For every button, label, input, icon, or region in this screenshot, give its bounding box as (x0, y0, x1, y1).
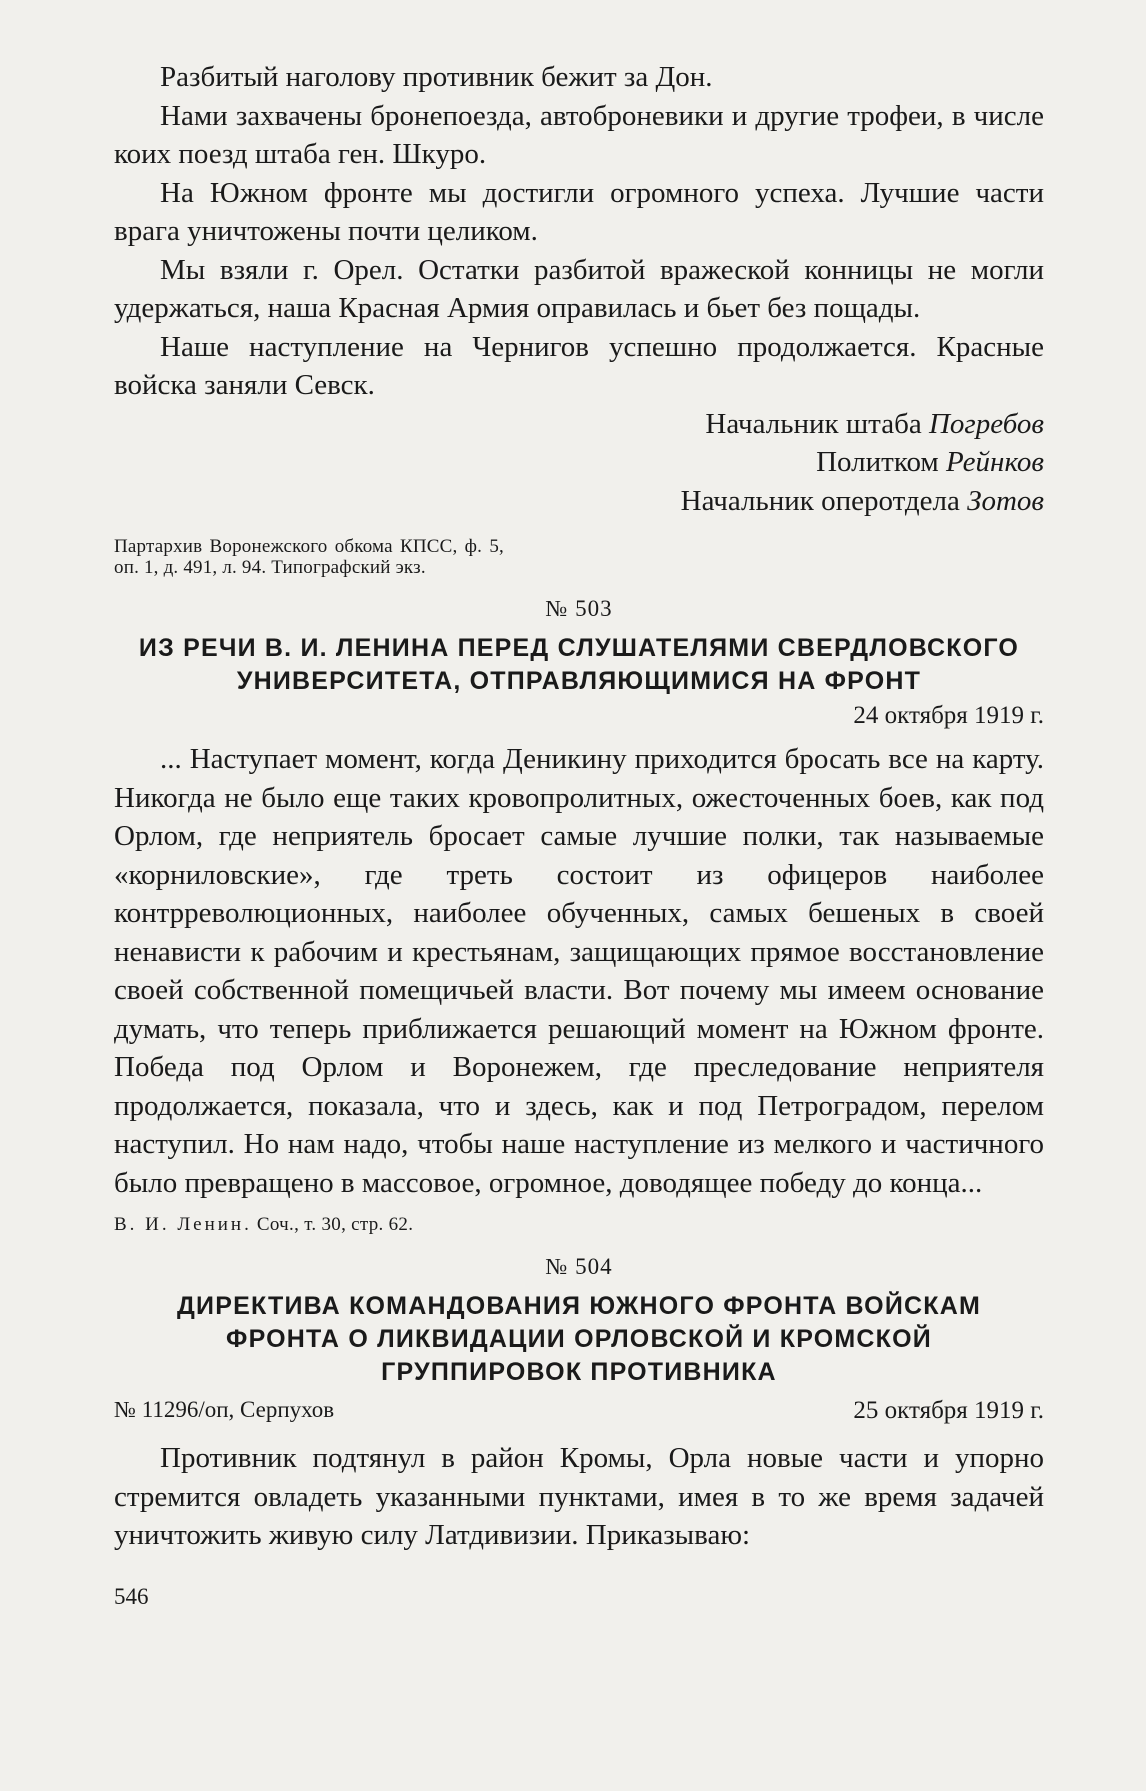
signature-name: Рейнков (946, 446, 1044, 478)
page-content (114, 58, 1044, 1555)
document-title (114, 1290, 1044, 1389)
archive-note: Партархив Воронежского обкома КПСС, ф. 5, оп. 1, д. 491, л. 94. Типографский экз. (114, 536, 504, 578)
document-number: № 503 (545, 596, 613, 621)
source-author: В. И. Ленин. (114, 1214, 252, 1235)
document-title-line: ИЗ РЕЧИ В. И. ЛЕНИНА ПЕРЕД СЛУШАТЕЛЯМИ СВЕРДЛОВСКОГО (138, 634, 1020, 662)
document-title-line: ФРОНТА О ЛИКВИДАЦИИ ОРЛОВСКОЙ И КРОМСКОЙ (226, 1325, 932, 1353)
document-title (114, 632, 1044, 698)
paragraph: На Южном фронте мы достигли огромного успеха. Лучшие части врага уничтожены почти целиком. (114, 176, 1044, 247)
directive-text: Противник подтянул в район Кромы, Орла новые части и упорно стремится овладеть указанными пунктами, имея в то же время задачей уничтожить живую силу Латдивизии. Приказываю: (114, 1442, 1044, 1551)
signature-block (114, 405, 1044, 521)
document-date: 25 октября 1919 г. (853, 1397, 1044, 1424)
paragraph: Нами захвачены бронепоезда, автоброневики и другие трофеи, в числе коих поезд штаба ген. Шкуро. (114, 99, 1044, 170)
speech-text: ... Наступает момент, когда Деникину приходится бросать все на карту. Никогда не было еще таких кровопролитных, ожесточенных боев, как под Орлом, где неприятель бросает самые лучшие полки, так называемые «корниловские», где треть состоит из офицеров наиболее контрреволюционных, наиболее обученных, самых бешеных в своей ненависти к рабочим и крестьянам, защищающих прямое восстановление своей собственной помещичьей власти. Вот почему мы имеем основание думать, что теперь приближается решающий момент на Южном фронте. Победа под Орлом и Воронежем, где преследование неприятеля продолжается, показала, что и здесь, как и под Петроградом, перелом наступил. Но нам надо, чтобы наше наступление из мелкого и частичного было превращено в массовое, огромное, доводящее победу до конца... (114, 743, 1044, 1199)
source-ref: Соч., т. 30, стр. 62. (256, 1214, 414, 1235)
document-title-line: УНИВЕРСИТЕТА, ОТПРАВЛЯЮЩИМИСЯ НА ФРОНТ (236, 667, 922, 695)
paragraph: Наше наступление на Чернигов успешно продолжается. Красные войска заняли Севск. (114, 330, 1044, 401)
source-citation (114, 1214, 1044, 1236)
signature-line (114, 443, 1044, 482)
document-title-line: ГРУППИРОВОК ПРОТИВНИКА (381, 1358, 777, 1386)
document-ref-row (114, 1397, 1044, 1425)
signature-name: Погребов (928, 407, 1044, 440)
document-number: № 504 (545, 1254, 613, 1279)
paragraph: Разбитый наголову противник бежит за Дон. (160, 61, 713, 93)
paragraph: Мы взяли г. Орел. Остатки разбитой вражеской конницы не могли удержаться, наша Красная Армия оправилась и бьет без пощады. (114, 253, 1044, 324)
signature-role: Политком (816, 446, 939, 478)
document-ref: № 11296/оп, Серпухов (114, 1397, 335, 1422)
document-date: 24 октября 1919 г. (853, 702, 1044, 729)
signature-name: Зотов (967, 484, 1044, 517)
signature-line (114, 482, 1044, 521)
page-number: 546 (114, 1584, 149, 1609)
signature-role: Начальник штаба (705, 407, 922, 440)
signature-role: Начальник оперотдела (680, 484, 960, 517)
signature-line (114, 405, 1044, 444)
document-title-line: ДИРЕКТИВА КОМАНДОВАНИЯ ЮЖНОГО ФРОНТА ВОЙСКАМ (177, 1292, 981, 1320)
